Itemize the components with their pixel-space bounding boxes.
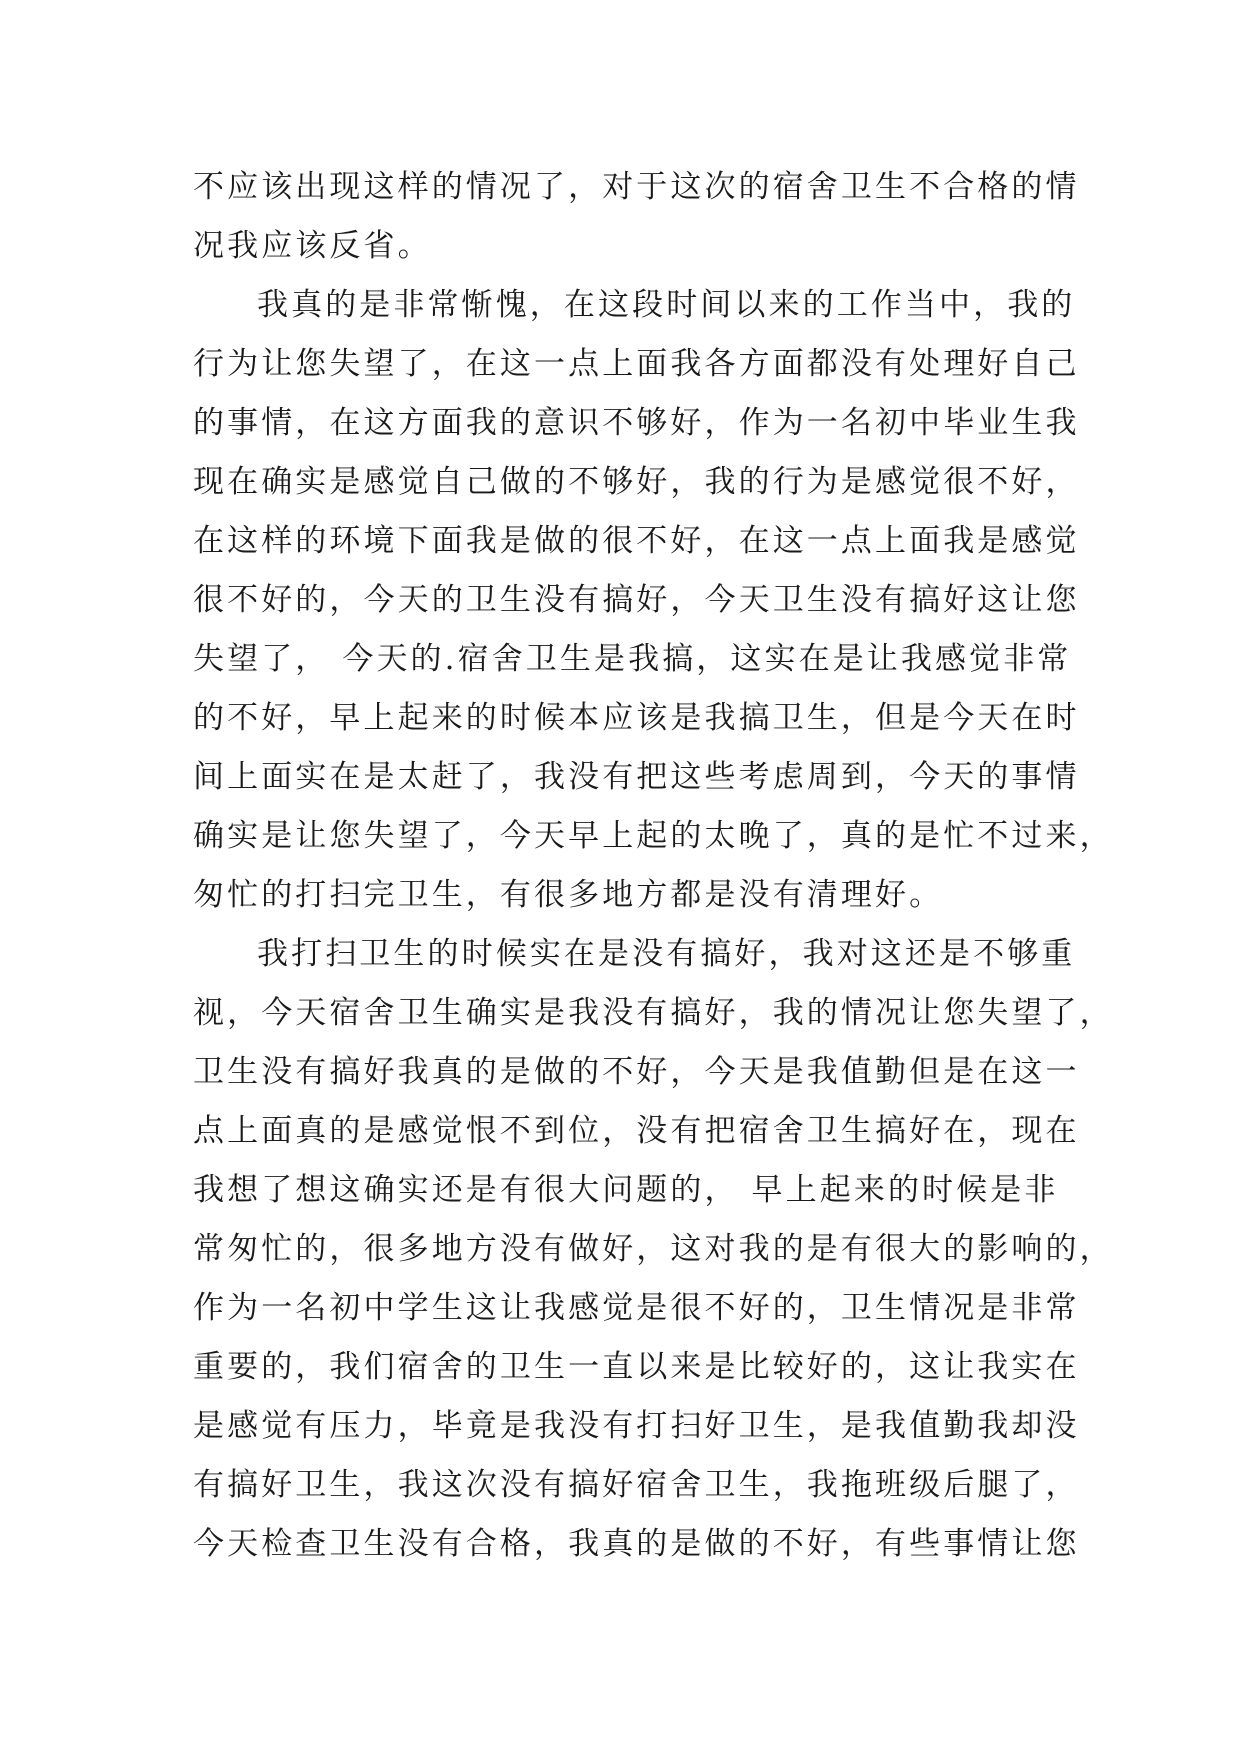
text-line: 的事情，在这方面我的意识不够好，作为一名初中毕业生我 [193,405,1080,441]
text-line: 的不好，早上起来的时候本应该是我搞卫生，但是今天在时 [193,700,1080,736]
text-line: 我想了想这确实还是有很大问题的， 早上起来的时候是非 [193,1172,1059,1208]
text-line: 失望了， 今天的.宿舍卫生是我搞，这实在是让我感觉非常 [193,641,1072,677]
text-line: 卫生没有搞好我真的是做的不好，今天是我值勤但是在这一 [193,1054,1080,1090]
text-line: 确实是让您失望了，今天早上起的太晚了，真的是忙不过来， [193,818,1114,854]
text-line: 不应该出现这样的情况了，对于这次的宿舍卫生不合格的情 [193,169,1080,205]
text-line: 间上面实在是太赶了，我没有把这些考虑周到，今天的事情 [193,759,1080,795]
text-line: 重要的，我们宿舍的卫生一直以来是比较好的，这让我实在 [193,1349,1080,1385]
text-line: 有搞好卫生，我这次没有搞好宿舍卫生，我拖班级后腿了， [193,1467,1080,1503]
text-line: 现在确实是感觉自己做的不够好，我的行为是感觉很不好， [193,464,1080,500]
text-line: 视，今天宿舍卫生确实是我没有搞好，我的情况让您失望了， [193,995,1114,1031]
text-line: 是感觉有压力，毕竟是我没有打扫好卫生，是我值勤我却没 [193,1408,1080,1444]
text-line: 行为让您失望了，在这一点上面我各方面都没有处理好自己 [193,346,1080,382]
text-line: 点上面真的是感觉恨不到位，没有把宿舍卫生搞好在，现在 [193,1113,1080,1149]
text-line: 今天检查卫生没有合格，我真的是做的不好，有些事情让您 [193,1526,1080,1562]
text-line: 匆忙的打扫完卫生，有很多地方都是没有清理好。 [193,877,944,913]
text-line: 很不好的，今天的卫生没有搞好，今天卫生没有搞好这让您 [193,582,1080,618]
text-line: 在这样的环境下面我是做的很不好，在这一点上面我是感觉 [193,523,1080,559]
text-line: 作为一名初中学生这让我感觉是很不好的，卫生情况是非常 [193,1290,1080,1326]
text-line: 况我应该反省。 [193,228,432,264]
paragraph-start-line: 我真的是非常惭愧，在这段时间以来的工作当中，我的 [257,287,1076,323]
document-body [193,158,1114,1574]
paragraph-start-line: 我打扫卫生的时候实在是没有搞好，我对这还是不够重 [257,936,1076,972]
text-line: 常匆忙的，很多地方没有做好，这对我的是有很大的影响的， [193,1231,1114,1267]
